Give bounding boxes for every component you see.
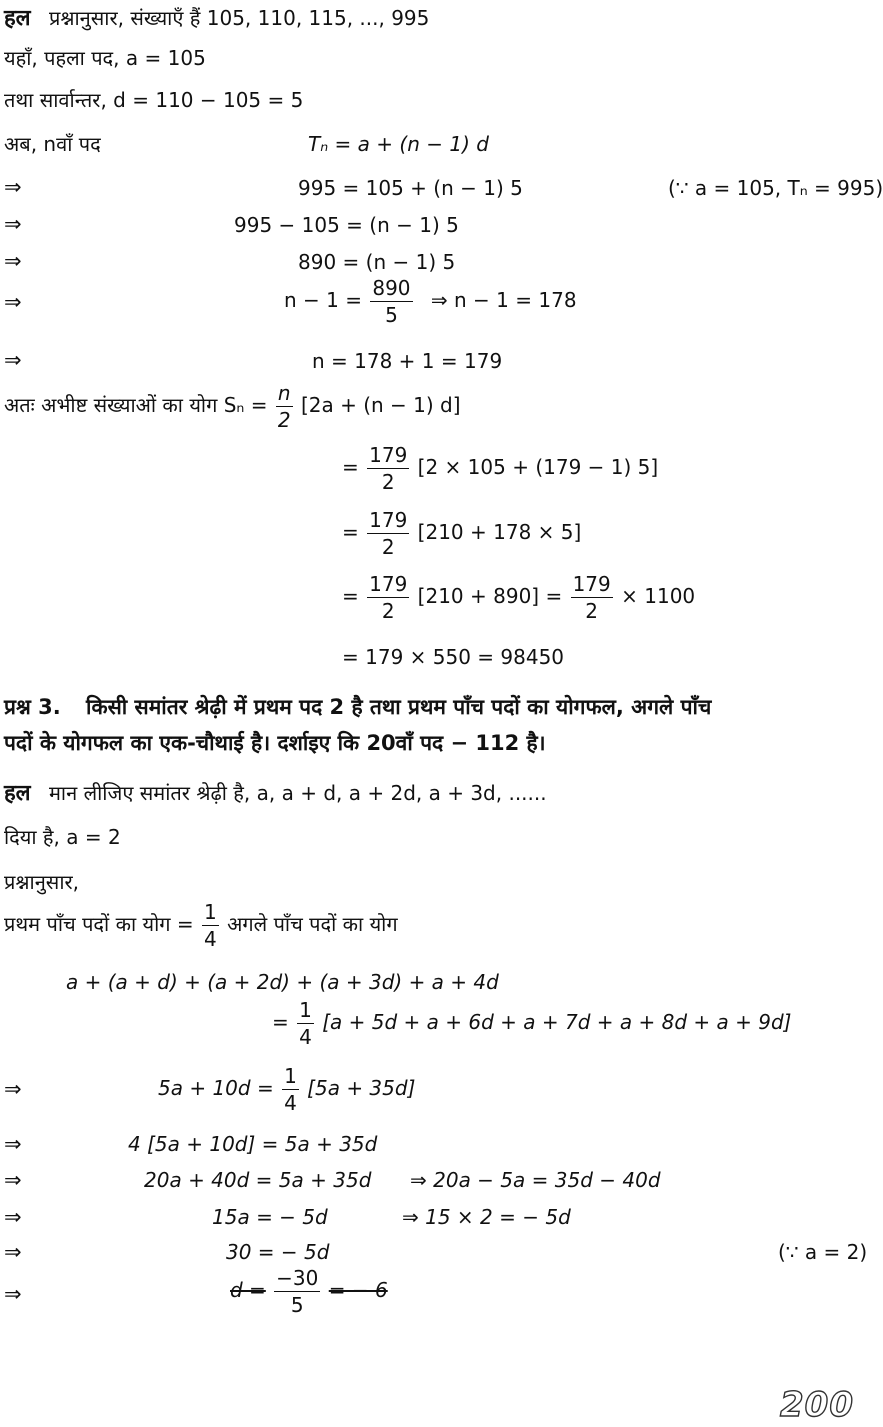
solution-text: प्रश्नानुसार, संख्याएँ हैं 105, 110, 115, ..., 995 xyxy=(48,6,430,30)
equation-line: 890 = (n − 1) 5 xyxy=(298,250,456,274)
equation-note: (∵ a = 2) xyxy=(778,1240,868,1264)
fraction: $\frac{-30}{5}$ xyxy=(276,1266,319,1317)
implies-arrow: ⇒ xyxy=(4,249,22,273)
equation-line: 995 = 105 + (n − 1) 5 xyxy=(298,176,523,200)
equation-line: 20a + 40d = 5a + 35d xyxy=(144,1168,372,1192)
statement-line: प्रथम पाँच पदों का योग = $\frac{1}{4}$ अगले पाँच पदों का योग xyxy=(4,900,398,951)
equation-line: ⇒ 15 × 2 = − 5d xyxy=(402,1205,571,1229)
fraction: $\frac{1}{4}$ xyxy=(299,998,312,1049)
common-difference-line: तथा सार्वान्तर, d = 110 − 105 = 5 xyxy=(4,88,304,112)
equation-line: 995 − 105 = (n − 1) 5 xyxy=(234,213,459,237)
fraction: $\frac{179}{2}$ xyxy=(369,508,408,559)
solution-text: मान लीजिए समांतर श्रेढ़ी है, a, a + d, a + 2d, a + 3d, ...... xyxy=(48,781,547,805)
given-line: दिया है, a = 2 xyxy=(4,825,121,849)
sum-formula-line: अतः अभीष्ट संख्याओं का योग Sₙ = $\frac{n}{2}$ [2a + (n − 1) d] xyxy=(4,381,461,432)
implies-arrow: ⇒ xyxy=(4,1282,22,1306)
according-line: प्रश्नानुसार, xyxy=(4,870,80,894)
sum-step-4: = $\frac{179}{2}$ [210 + 890] = $\frac{179}{2}$ × 1100 xyxy=(342,572,696,623)
fraction: $\frac{1}{4}$ xyxy=(284,1064,297,1115)
nth-term-label: अब, nवाँ पद xyxy=(4,132,101,156)
solution-label: हल xyxy=(4,781,31,806)
implies-arrow: ⇒ xyxy=(4,1168,22,1192)
sum-step-3: = $\frac{179}{2}$ [210 + 178 × 5] xyxy=(342,508,582,559)
solution-1-intro xyxy=(4,8,429,30)
equation-line: ⇒ 20a − 5a = 35d − 40d xyxy=(410,1168,661,1192)
fraction: $\frac{1}{4}$ xyxy=(204,900,217,951)
question-3 xyxy=(4,697,711,718)
solution-2-intro xyxy=(4,783,547,805)
fraction-equation: n − 1 = $\frac{890}{5}$ ⇒ n − 1 = 178 xyxy=(284,276,577,327)
implies-arrow: ⇒ xyxy=(4,212,22,236)
equation-line-struck: d = $\frac{-30}{5}$ = − 6 xyxy=(230,1266,388,1317)
implies-arrow: ⇒ xyxy=(4,1077,22,1101)
implies-arrow: ⇒ xyxy=(4,1240,22,1264)
sum-result: = 179 × 550 = 98450 xyxy=(342,645,565,669)
question-text-line-1: किसी समांतर श्रेढ़ी में प्रथम पद 2 है तथा प्रथम पाँच पदों का योगफल, अगले पाँच xyxy=(86,695,712,719)
first-term-line: यहाँ, पहला पद, a = 105 xyxy=(4,46,206,70)
fraction: $\frac{n}{2}$ xyxy=(277,381,291,432)
equation-line: 15a = − 5d xyxy=(212,1205,328,1229)
equation-line: 30 = − 5d xyxy=(226,1240,330,1264)
equation-line: 4 [5a + 10d] = 5a + 35d xyxy=(128,1132,378,1156)
implies-arrow: ⇒ xyxy=(4,175,22,199)
page-number: 200 xyxy=(780,1385,854,1425)
lhs-expression: a + (a + d) + (a + 2d) + (a + 3d) + a + 4d xyxy=(66,970,499,994)
question-label: प्रश्न 3. xyxy=(4,695,61,719)
implies-arrow: ⇒ xyxy=(4,1205,22,1229)
rhs-expression: = $\frac{1}{4}$ [a + 5d + a + 6d + a + 7d + a + 8d + a + 9d] xyxy=(272,998,792,1049)
implies-arrow: ⇒ xyxy=(4,348,22,372)
equation-line: n = 178 + 1 = 179 xyxy=(312,349,503,373)
fraction: $\frac{890}{5}$ xyxy=(372,276,411,327)
equation-note: (∵ a = 105, Tₙ = 995) xyxy=(668,176,883,200)
solution-label: हल xyxy=(4,6,31,31)
fraction: $\frac{179}{2}$ xyxy=(369,443,408,494)
implies-arrow: ⇒ xyxy=(4,290,22,314)
fraction: $\frac{179}{2}$ xyxy=(572,572,611,623)
equation-line: 5a + 10d = $\frac{1}{4}$ [5a + 35d] xyxy=(158,1064,416,1115)
fraction: $\frac{179}{2}$ xyxy=(369,572,408,623)
sum-step-2: = $\frac{179}{2}$ [2 × 105 + (179 − 1) 5] xyxy=(342,443,659,494)
implies-arrow: ⇒ xyxy=(4,1132,22,1156)
nth-term-formula: Tₙ = a + (n − 1) d xyxy=(308,132,489,156)
question-text-line-2: पदों के योगफल का एक-चौथाई है। दर्शाइए कि 20वाँ पद − 112 है। xyxy=(4,731,546,755)
